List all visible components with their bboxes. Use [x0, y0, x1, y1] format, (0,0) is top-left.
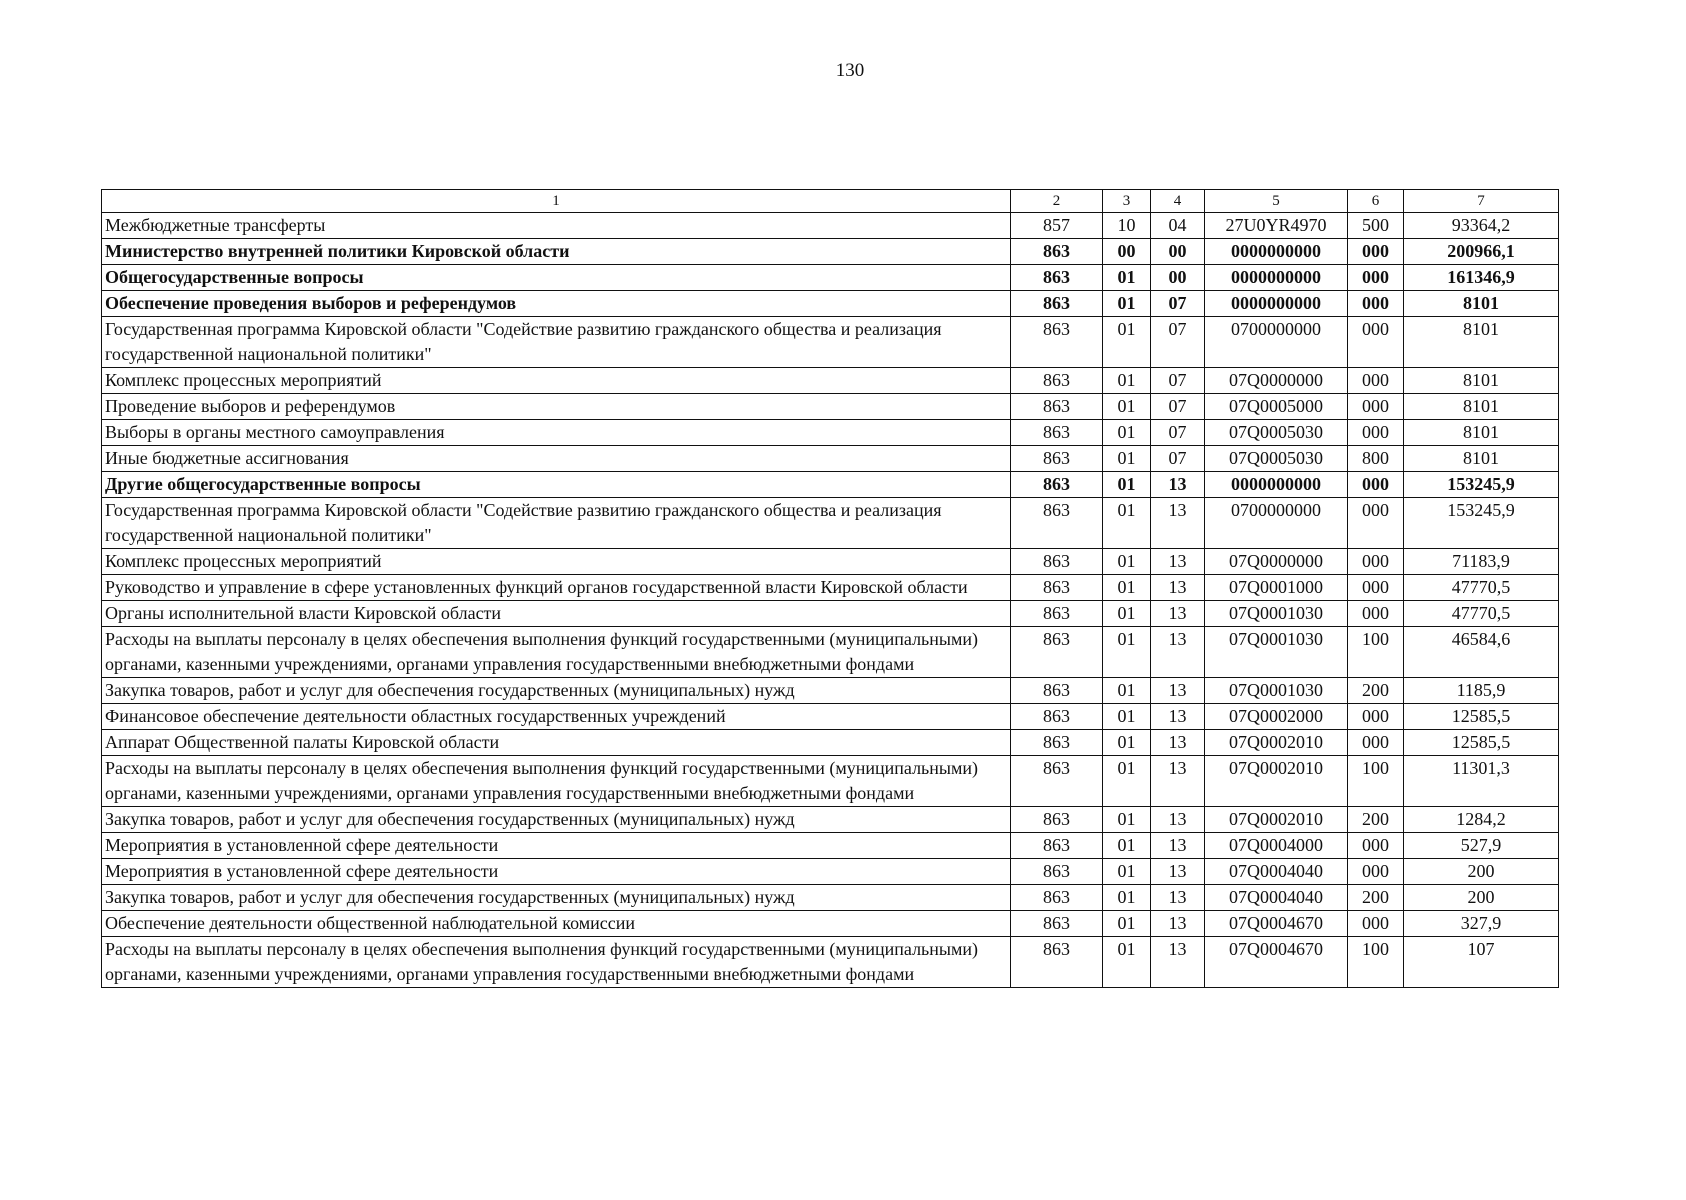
row-name-cell: Расходы на выплаты персоналу в целях обеспечения выполнения функций государственными (муниципальными) органами, казенными учреждениями, органами управления государственными внебюджетными фондами	[102, 756, 1011, 807]
amount-cell: 153245,9	[1404, 498, 1559, 549]
subsection-cell: 13	[1151, 627, 1205, 678]
gr-code-cell: 863	[1011, 807, 1103, 833]
amount-cell: 8101	[1404, 394, 1559, 420]
section-cell: 01	[1103, 627, 1151, 678]
gr-code-cell: 863	[1011, 601, 1103, 627]
row-name-cell: Расходы на выплаты персоналу в целях обеспечения выполнения функций государственными (муниципальными) органами, казенными учреждениями, органами управления государственными внебюджетными фондами	[102, 627, 1011, 678]
row-name-cell: Проведение выборов и референдумов	[102, 394, 1011, 420]
amount-cell: 71183,9	[1404, 549, 1559, 575]
amount-cell: 11301,3	[1404, 756, 1559, 807]
expense-type-cell: 200	[1348, 678, 1404, 704]
target-article-cell: 07Q0001030	[1205, 601, 1348, 627]
section-cell: 01	[1103, 368, 1151, 394]
target-article-cell: 07Q0004040	[1205, 859, 1348, 885]
subsection-cell: 13	[1151, 937, 1205, 988]
table-row	[102, 730, 1559, 756]
target-article-cell: 0000000000	[1205, 239, 1348, 265]
expense-type-cell: 000	[1348, 911, 1404, 937]
subsection-cell: 13	[1151, 885, 1205, 911]
gr-code-cell: 863	[1011, 859, 1103, 885]
amount-cell: 1185,9	[1404, 678, 1559, 704]
amount-cell: 8101	[1404, 446, 1559, 472]
amount-cell: 161346,9	[1404, 265, 1559, 291]
gr-code-cell: 863	[1011, 730, 1103, 756]
row-name-cell: Органы исполнительной власти Кировской области	[102, 601, 1011, 627]
row-name-cell: Другие общегосударственные вопросы	[102, 472, 1011, 498]
gr-code-cell: 863	[1011, 368, 1103, 394]
column-header: 6	[1348, 190, 1404, 213]
section-cell: 01	[1103, 756, 1151, 807]
table-row	[102, 498, 1559, 549]
target-article-cell: 0000000000	[1205, 291, 1348, 317]
target-article-cell: 0700000000	[1205, 498, 1348, 549]
gr-code-cell: 863	[1011, 472, 1103, 498]
row-name-cell: Закупка товаров, работ и услуг для обеспечения государственных (муниципальных) нужд	[102, 678, 1011, 704]
subsection-cell: 13	[1151, 730, 1205, 756]
gr-code-cell: 863	[1011, 498, 1103, 549]
expense-type-cell: 000	[1348, 730, 1404, 756]
amount-cell: 47770,5	[1404, 575, 1559, 601]
table-row	[102, 807, 1559, 833]
table-row	[102, 265, 1559, 291]
table-row	[102, 885, 1559, 911]
expense-type-cell: 000	[1348, 368, 1404, 394]
row-name-cell: Комплекс процессных мероприятий	[102, 368, 1011, 394]
section-cell: 00	[1103, 239, 1151, 265]
section-cell: 01	[1103, 678, 1151, 704]
subsection-cell: 13	[1151, 498, 1205, 549]
gr-code-cell: 863	[1011, 317, 1103, 368]
target-article-cell: 0700000000	[1205, 317, 1348, 368]
subsection-cell: 13	[1151, 678, 1205, 704]
amount-cell: 46584,6	[1404, 627, 1559, 678]
section-cell: 01	[1103, 885, 1151, 911]
column-header: 5	[1205, 190, 1348, 213]
expense-type-cell: 100	[1348, 937, 1404, 988]
gr-code-cell: 863	[1011, 937, 1103, 988]
section-cell: 01	[1103, 730, 1151, 756]
section-cell: 01	[1103, 601, 1151, 627]
row-name-cell: Государственная программа Кировской области "Содействие развитию гражданского общества и реализация государственной национальной политики"	[102, 498, 1011, 549]
gr-code-cell: 863	[1011, 291, 1103, 317]
table-row	[102, 833, 1559, 859]
expense-type-cell: 000	[1348, 601, 1404, 627]
expense-type-cell: 000	[1348, 859, 1404, 885]
section-cell: 10	[1103, 213, 1151, 239]
column-header: 2	[1011, 190, 1103, 213]
gr-code-cell: 857	[1011, 213, 1103, 239]
target-article-cell: 0000000000	[1205, 472, 1348, 498]
section-cell: 01	[1103, 937, 1151, 988]
amount-cell: 200	[1404, 885, 1559, 911]
row-name-cell: Мероприятия в установленной сфере деятельности	[102, 859, 1011, 885]
header-row	[102, 190, 1559, 213]
budget-table	[101, 189, 1559, 988]
row-name-cell: Аппарат Общественной палаты Кировской области	[102, 730, 1011, 756]
table-row	[102, 239, 1559, 265]
section-cell: 01	[1103, 704, 1151, 730]
amount-cell: 153245,9	[1404, 472, 1559, 498]
row-name-cell: Иные бюджетные ассигнования	[102, 446, 1011, 472]
amount-cell: 200	[1404, 859, 1559, 885]
subsection-cell: 07	[1151, 394, 1205, 420]
expense-type-cell: 000	[1348, 575, 1404, 601]
section-cell: 01	[1103, 911, 1151, 937]
row-name-cell: Выборы в органы местного самоуправления	[102, 420, 1011, 446]
row-name-cell: Обеспечение проведения выборов и референдумов	[102, 291, 1011, 317]
expense-type-cell: 000	[1348, 704, 1404, 730]
amount-cell: 93364,2	[1404, 213, 1559, 239]
table-row	[102, 420, 1559, 446]
table-row	[102, 575, 1559, 601]
table-row	[102, 756, 1559, 807]
subsection-cell: 07	[1151, 368, 1205, 394]
table-row	[102, 704, 1559, 730]
row-name-cell: Мероприятия в установленной сфере деятельности	[102, 833, 1011, 859]
target-article-cell: 07Q0005030	[1205, 420, 1348, 446]
subsection-cell: 13	[1151, 911, 1205, 937]
column-header: 1	[102, 190, 1011, 213]
row-name-cell: Межбюджетные трансферты	[102, 213, 1011, 239]
target-article-cell: 07Q0005000	[1205, 394, 1348, 420]
subsection-cell: 13	[1151, 575, 1205, 601]
expense-type-cell: 000	[1348, 394, 1404, 420]
column-header: 7	[1404, 190, 1559, 213]
gr-code-cell: 863	[1011, 678, 1103, 704]
section-cell: 01	[1103, 549, 1151, 575]
row-name-cell: Расходы на выплаты персоналу в целях обеспечения выполнения функций государственными (муниципальными) органами, казенными учреждениями, органами управления государственными внебюджетными фондами	[102, 937, 1011, 988]
target-article-cell: 07Q0004670	[1205, 937, 1348, 988]
amount-cell: 12585,5	[1404, 704, 1559, 730]
target-article-cell: 07Q0001030	[1205, 678, 1348, 704]
target-article-cell: 07Q0004040	[1205, 885, 1348, 911]
column-header: 4	[1151, 190, 1205, 213]
amount-cell: 1284,2	[1404, 807, 1559, 833]
section-cell: 01	[1103, 472, 1151, 498]
gr-code-cell: 863	[1011, 446, 1103, 472]
target-article-cell: 07Q0000000	[1205, 368, 1348, 394]
table-row	[102, 472, 1559, 498]
expense-type-cell: 000	[1348, 239, 1404, 265]
expense-type-cell: 000	[1348, 265, 1404, 291]
gr-code-cell: 863	[1011, 833, 1103, 859]
subsection-cell: 07	[1151, 291, 1205, 317]
subsection-cell: 07	[1151, 446, 1205, 472]
table-row	[102, 368, 1559, 394]
gr-code-cell: 863	[1011, 549, 1103, 575]
gr-code-cell: 863	[1011, 627, 1103, 678]
gr-code-cell: 863	[1011, 704, 1103, 730]
expense-type-cell: 000	[1348, 833, 1404, 859]
expense-type-cell: 000	[1348, 549, 1404, 575]
table-row	[102, 601, 1559, 627]
gr-code-cell: 863	[1011, 420, 1103, 446]
amount-cell: 8101	[1404, 291, 1559, 317]
amount-cell: 107	[1404, 937, 1559, 988]
target-article-cell: 07Q0002010	[1205, 807, 1348, 833]
subsection-cell: 13	[1151, 704, 1205, 730]
table-row	[102, 291, 1559, 317]
target-article-cell: 07Q0000000	[1205, 549, 1348, 575]
expense-type-cell: 000	[1348, 420, 1404, 446]
section-cell: 01	[1103, 265, 1151, 291]
gr-code-cell: 863	[1011, 756, 1103, 807]
section-cell: 01	[1103, 394, 1151, 420]
section-cell: 01	[1103, 807, 1151, 833]
page-number: 130	[835, 60, 865, 81]
table-row	[102, 859, 1559, 885]
row-name-cell: Закупка товаров, работ и услуг для обеспечения государственных (муниципальных) нужд	[102, 885, 1011, 911]
table-row	[102, 937, 1559, 988]
row-name-cell: Государственная программа Кировской области "Содействие развитию гражданского общества и реализация государственной национальной политики"	[102, 317, 1011, 368]
table-body	[102, 213, 1559, 988]
table-row	[102, 446, 1559, 472]
expense-type-cell: 000	[1348, 291, 1404, 317]
subsection-cell: 13	[1151, 756, 1205, 807]
row-name-cell: Комплекс процессных мероприятий	[102, 549, 1011, 575]
row-name-cell: Министерство внутренней политики Кировской области	[102, 239, 1011, 265]
target-article-cell: 07Q0002010	[1205, 730, 1348, 756]
row-name-cell: Обеспечение деятельности общественной наблюдательной комиссии	[102, 911, 1011, 937]
target-article-cell: 07Q0004000	[1205, 833, 1348, 859]
target-article-cell: 0000000000	[1205, 265, 1348, 291]
expense-type-cell: 100	[1348, 627, 1404, 678]
amount-cell: 8101	[1404, 368, 1559, 394]
amount-cell: 527,9	[1404, 833, 1559, 859]
subsection-cell: 13	[1151, 472, 1205, 498]
subsection-cell: 13	[1151, 549, 1205, 575]
row-name-cell: Финансовое обеспечение деятельности областных государственных учреждений	[102, 704, 1011, 730]
expense-type-cell: 800	[1348, 446, 1404, 472]
table-row	[102, 549, 1559, 575]
amount-cell: 47770,5	[1404, 601, 1559, 627]
subsection-cell: 00	[1151, 265, 1205, 291]
table-row	[102, 911, 1559, 937]
expense-type-cell: 000	[1348, 472, 1404, 498]
amount-cell: 12585,5	[1404, 730, 1559, 756]
section-cell: 01	[1103, 575, 1151, 601]
target-article-cell: 07Q0001030	[1205, 627, 1348, 678]
target-article-cell: 07Q0002000	[1205, 704, 1348, 730]
section-cell: 01	[1103, 446, 1151, 472]
target-article-cell: 07Q0005030	[1205, 446, 1348, 472]
subsection-cell: 13	[1151, 859, 1205, 885]
subsection-cell: 07	[1151, 317, 1205, 368]
row-name-cell: Руководство и управление в сфере установленных функций органов государственной власти Кировской области	[102, 575, 1011, 601]
table-row	[102, 627, 1559, 678]
gr-code-cell: 863	[1011, 239, 1103, 265]
target-article-cell: 07Q0002010	[1205, 756, 1348, 807]
subsection-cell: 07	[1151, 420, 1205, 446]
section-cell: 01	[1103, 291, 1151, 317]
amount-cell: 200966,1	[1404, 239, 1559, 265]
subsection-cell: 13	[1151, 601, 1205, 627]
expense-type-cell: 000	[1348, 317, 1404, 368]
table-row	[102, 678, 1559, 704]
amount-cell: 327,9	[1404, 911, 1559, 937]
subsection-cell: 04	[1151, 213, 1205, 239]
expense-type-cell: 200	[1348, 807, 1404, 833]
column-header: 3	[1103, 190, 1151, 213]
row-name-cell: Закупка товаров, работ и услуг для обеспечения государственных (муниципальных) нужд	[102, 807, 1011, 833]
subsection-cell: 13	[1151, 807, 1205, 833]
subsection-cell: 13	[1151, 833, 1205, 859]
gr-code-cell: 863	[1011, 265, 1103, 291]
table-row	[102, 317, 1559, 368]
target-article-cell: 07Q0001000	[1205, 575, 1348, 601]
expense-type-cell: 100	[1348, 756, 1404, 807]
subsection-cell: 00	[1151, 239, 1205, 265]
gr-code-cell: 863	[1011, 911, 1103, 937]
section-cell: 01	[1103, 833, 1151, 859]
section-cell: 01	[1103, 317, 1151, 368]
gr-code-cell: 863	[1011, 394, 1103, 420]
gr-code-cell: 863	[1011, 885, 1103, 911]
target-article-cell: 27U0YR4970	[1205, 213, 1348, 239]
section-cell: 01	[1103, 498, 1151, 549]
expense-type-cell: 000	[1348, 498, 1404, 549]
row-name-cell: Общегосударственные вопросы	[102, 265, 1011, 291]
gr-code-cell: 863	[1011, 575, 1103, 601]
table-row	[102, 213, 1559, 239]
target-article-cell: 07Q0004670	[1205, 911, 1348, 937]
amount-cell: 8101	[1404, 420, 1559, 446]
amount-cell: 8101	[1404, 317, 1559, 368]
expense-type-cell: 500	[1348, 213, 1404, 239]
section-cell: 01	[1103, 420, 1151, 446]
table-row	[102, 394, 1559, 420]
section-cell: 01	[1103, 859, 1151, 885]
expense-type-cell: 200	[1348, 885, 1404, 911]
